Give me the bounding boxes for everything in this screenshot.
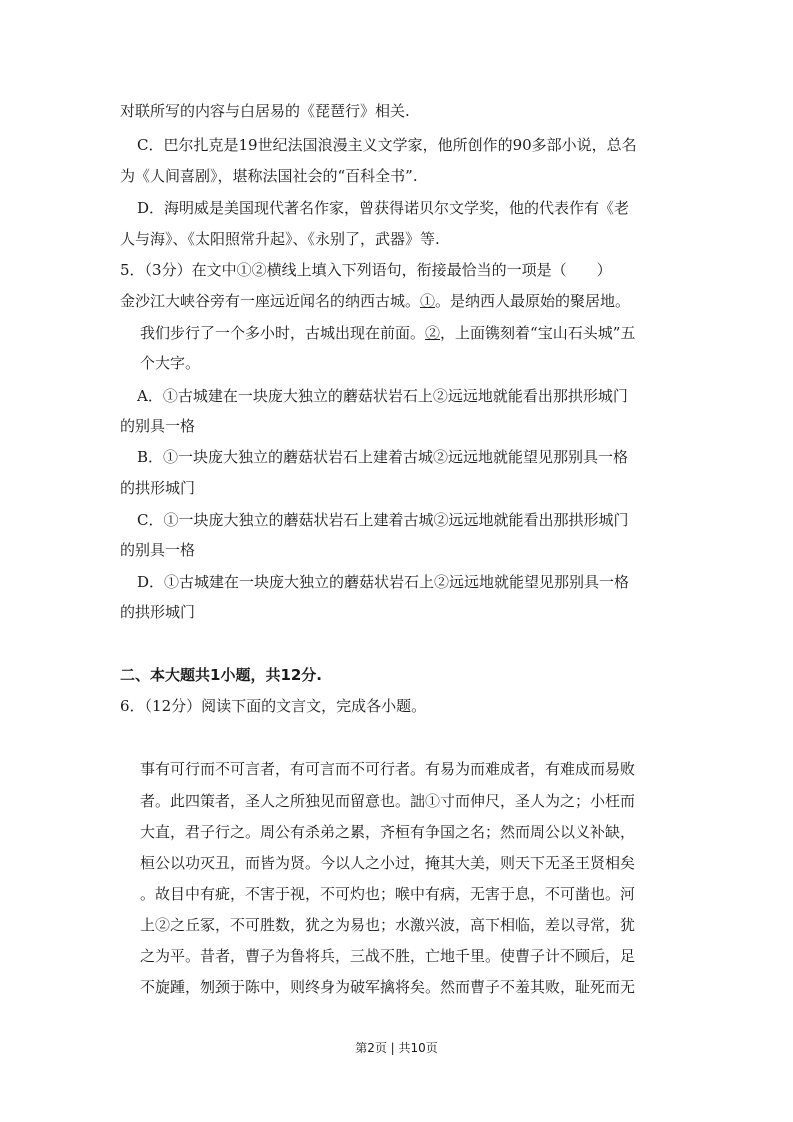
passage-line: 桓公以功灭丑，而皆为贤。今以人之小过，掩其大美，则天下无圣王贤相矣 — [140, 854, 636, 872]
question-5-paragraph-2 — [140, 323, 635, 343]
blank-1: ① — [420, 292, 436, 310]
passage-line: 事有可行而不可言者，有可言而不可行者。有易为而难成者，有难成而易败 — [140, 760, 636, 778]
section-heading: 二、本大题共1小题，共12分. — [120, 666, 323, 684]
option-c: C．①一块庞大独立的蘑菇状岩石上建着古城②远远地就能看出那拱形城门 — [137, 511, 629, 529]
blank-2: ② — [425, 324, 441, 342]
paragraph-text: 我们步行了一个多小时，古城出现在前面。 — [140, 324, 426, 342]
option-b: B．①一块庞大独立的蘑菇状岩石上建着古城②远远地就能望见那别具一格 — [137, 448, 629, 466]
text-line: 对联所写的内容与白居易的《琵琶行》相关. — [120, 102, 410, 120]
paragraph-text: ，上面镌刻着“宝山石头城”五 — [440, 324, 636, 342]
question-5-paragraph-2-cont: 个大字。 — [140, 354, 201, 372]
option-c-line: C．巴尔扎克是19世纪法国浪漫主义文学家，他所创作的90多部小说，总名 — [137, 136, 637, 154]
option-c-cont: 的别具一格 — [120, 541, 196, 559]
text-line: 人与海》、《太阳照常升起》、《永别了，武器》等. — [120, 230, 440, 248]
page-footer: 第2页 | 共10页 — [355, 1041, 438, 1055]
passage-line: 大直，君子行之。周公有杀弟之累，齐桓有争国之名；然而周公以义补缺， — [140, 823, 636, 841]
option-b-cont: 的拱形城门 — [120, 479, 196, 497]
passage-line: 者。此四策者，圣人之所独见而留意也。詘①寸而伸尺，圣人为之；小枉而 — [140, 792, 636, 810]
option-a-cont: 的别具一格 — [120, 417, 196, 435]
option-d: D．①古城建在一块庞大独立的蘑菇状岩石上②远远地就能望见那别具一格 — [137, 573, 630, 591]
passage-line: 上②之丘冢，不可胜数，犹之为易也；水激兴波，高下相临，差以寻常，犹 — [140, 916, 636, 934]
option-d-cont: 的拱形城门 — [120, 603, 196, 621]
question-5-paragraph-1 — [120, 291, 630, 311]
paragraph-text: 金沙江大峡谷旁有一座远近闻名的纳西古城。 — [120, 292, 421, 310]
text-line: 为《人间喜剧》，堪称法国社会的“百科全书”. — [120, 167, 418, 185]
option-d-line: D．海明威是美国现代著名作家，曾获得诺贝尔文学奖，他的代表作有《老 — [137, 199, 630, 217]
passage-line: 之为平。昔者，曹子为鲁将兵，三战不胜，亡地千里。使曹子计不顾后，足 — [140, 947, 636, 965]
passage-line: 不旋踵，刎颈于陈中，则终身为破军擒将矣。然而曹子不羞其败，耻死而无 — [140, 978, 636, 996]
option-a: A．①古城建在一块庞大独立的蘑菇状岩石上②远远地就能看出那拱形城门 — [137, 387, 628, 405]
question-6-stem: 6．（12分）阅读下面的文言文，完成各小题。 — [120, 697, 427, 715]
question-5-stem: 5．（3分）在文中①②横线上填入下列语句，衔接最恰当的一项是（ ） — [120, 261, 612, 279]
passage-line: 。故目中有疵，不害于视，不可灼也；喉中有病，无害于息，不可凿也。河 — [140, 885, 636, 903]
paragraph-text: 。是纳西人最原始的聚居地。 — [435, 292, 631, 310]
